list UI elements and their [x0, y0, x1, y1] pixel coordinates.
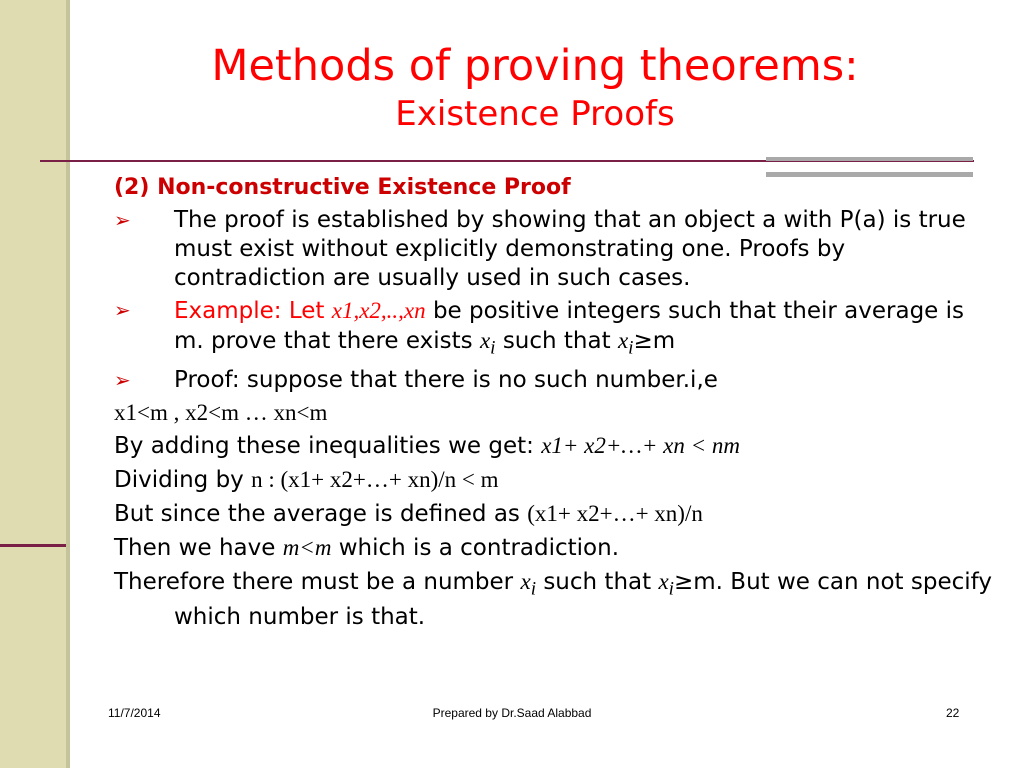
slide-subtitle: Existence Proofs: [395, 94, 675, 134]
footer-date: 11/7/2014: [108, 706, 161, 720]
average-math: (x1+ x2+…+ xn)/n: [527, 500, 703, 526]
average-text: But since the average is defined as: [114, 500, 520, 527]
left-sidebar-band: [0, 0, 66, 768]
dividing-text: Dividing by: [114, 466, 244, 493]
slide-content: [114, 173, 994, 636]
example-variables: x1,x2,..,xn: [331, 298, 426, 323]
section-heading: (2) Non-constructive Existence Proof: [114, 175, 571, 200]
page-number: 22: [946, 706, 960, 720]
adding-line: [114, 431, 994, 461]
example-text-3: m: [652, 328, 676, 354]
conclusion-line: Therefore there must be a number $x_i$ such that $x_i\ge m$. But we can not specify which number is that.: [114, 568, 992, 631]
footer-author: Prepared by Dr.Saad Alabbad: [432, 706, 592, 720]
example-label: Example: Let: [174, 298, 325, 324]
bullet-item: ➢ Example: Let x1,x2,..,xn be positive integers such that their average is m. prove that there exists $x_i$ such that $x_i\ge m$: [114, 298, 965, 359]
sidebar-stripe: [66, 0, 70, 768]
sidebar-divider: [0, 544, 66, 547]
example-text-2: such that: [502, 328, 611, 354]
arrow-bullet-icon: ➢: [114, 298, 131, 322]
therefore-text-2: such that: [543, 568, 652, 595]
then-text-2: which is a contradiction.: [338, 534, 620, 561]
bullet-item: [114, 206, 994, 293]
then-math: m<m: [282, 534, 332, 560]
bullet-item: [114, 366, 994, 395]
arrow-bullet-icon: ➢: [114, 367, 131, 392]
therefore-text-3: m. But we can not specify which number is that.: [174, 568, 992, 631]
bullet-text: The proof is established by showing that an object a with P(a) is true must exist without explicitly demonstrating one. Proofs by contradiction are usually used in such cases.: [174, 207, 966, 291]
average-line: [114, 499, 994, 529]
adding-text: By adding these inequalities we get:: [114, 432, 534, 459]
therefore-text: Therefore there must be a number: [114, 568, 514, 595]
dividing-math: n : (x1+ x2+…+ xn)/n < m: [251, 466, 499, 492]
arrow-bullet-icon: ➢: [114, 208, 131, 232]
accent-bar-top: [766, 157, 973, 161]
dividing-line: [114, 465, 994, 495]
slide-title: Methods of proving theorems:: [211, 41, 859, 91]
bullet-text: Proof: suppose that there is no such number.i,e: [174, 366, 718, 393]
adding-math: x1+ x2+…+ xn < nm: [541, 432, 740, 458]
example-text: be positive integers such that their average is m. prove that there exists: [174, 298, 965, 354]
contradiction-line: [114, 533, 994, 563]
then-text: Then we have: [114, 534, 276, 561]
inequality-line: x1<m , x2<m … xn<m: [114, 399, 328, 425]
title-area: [100, 40, 970, 136]
